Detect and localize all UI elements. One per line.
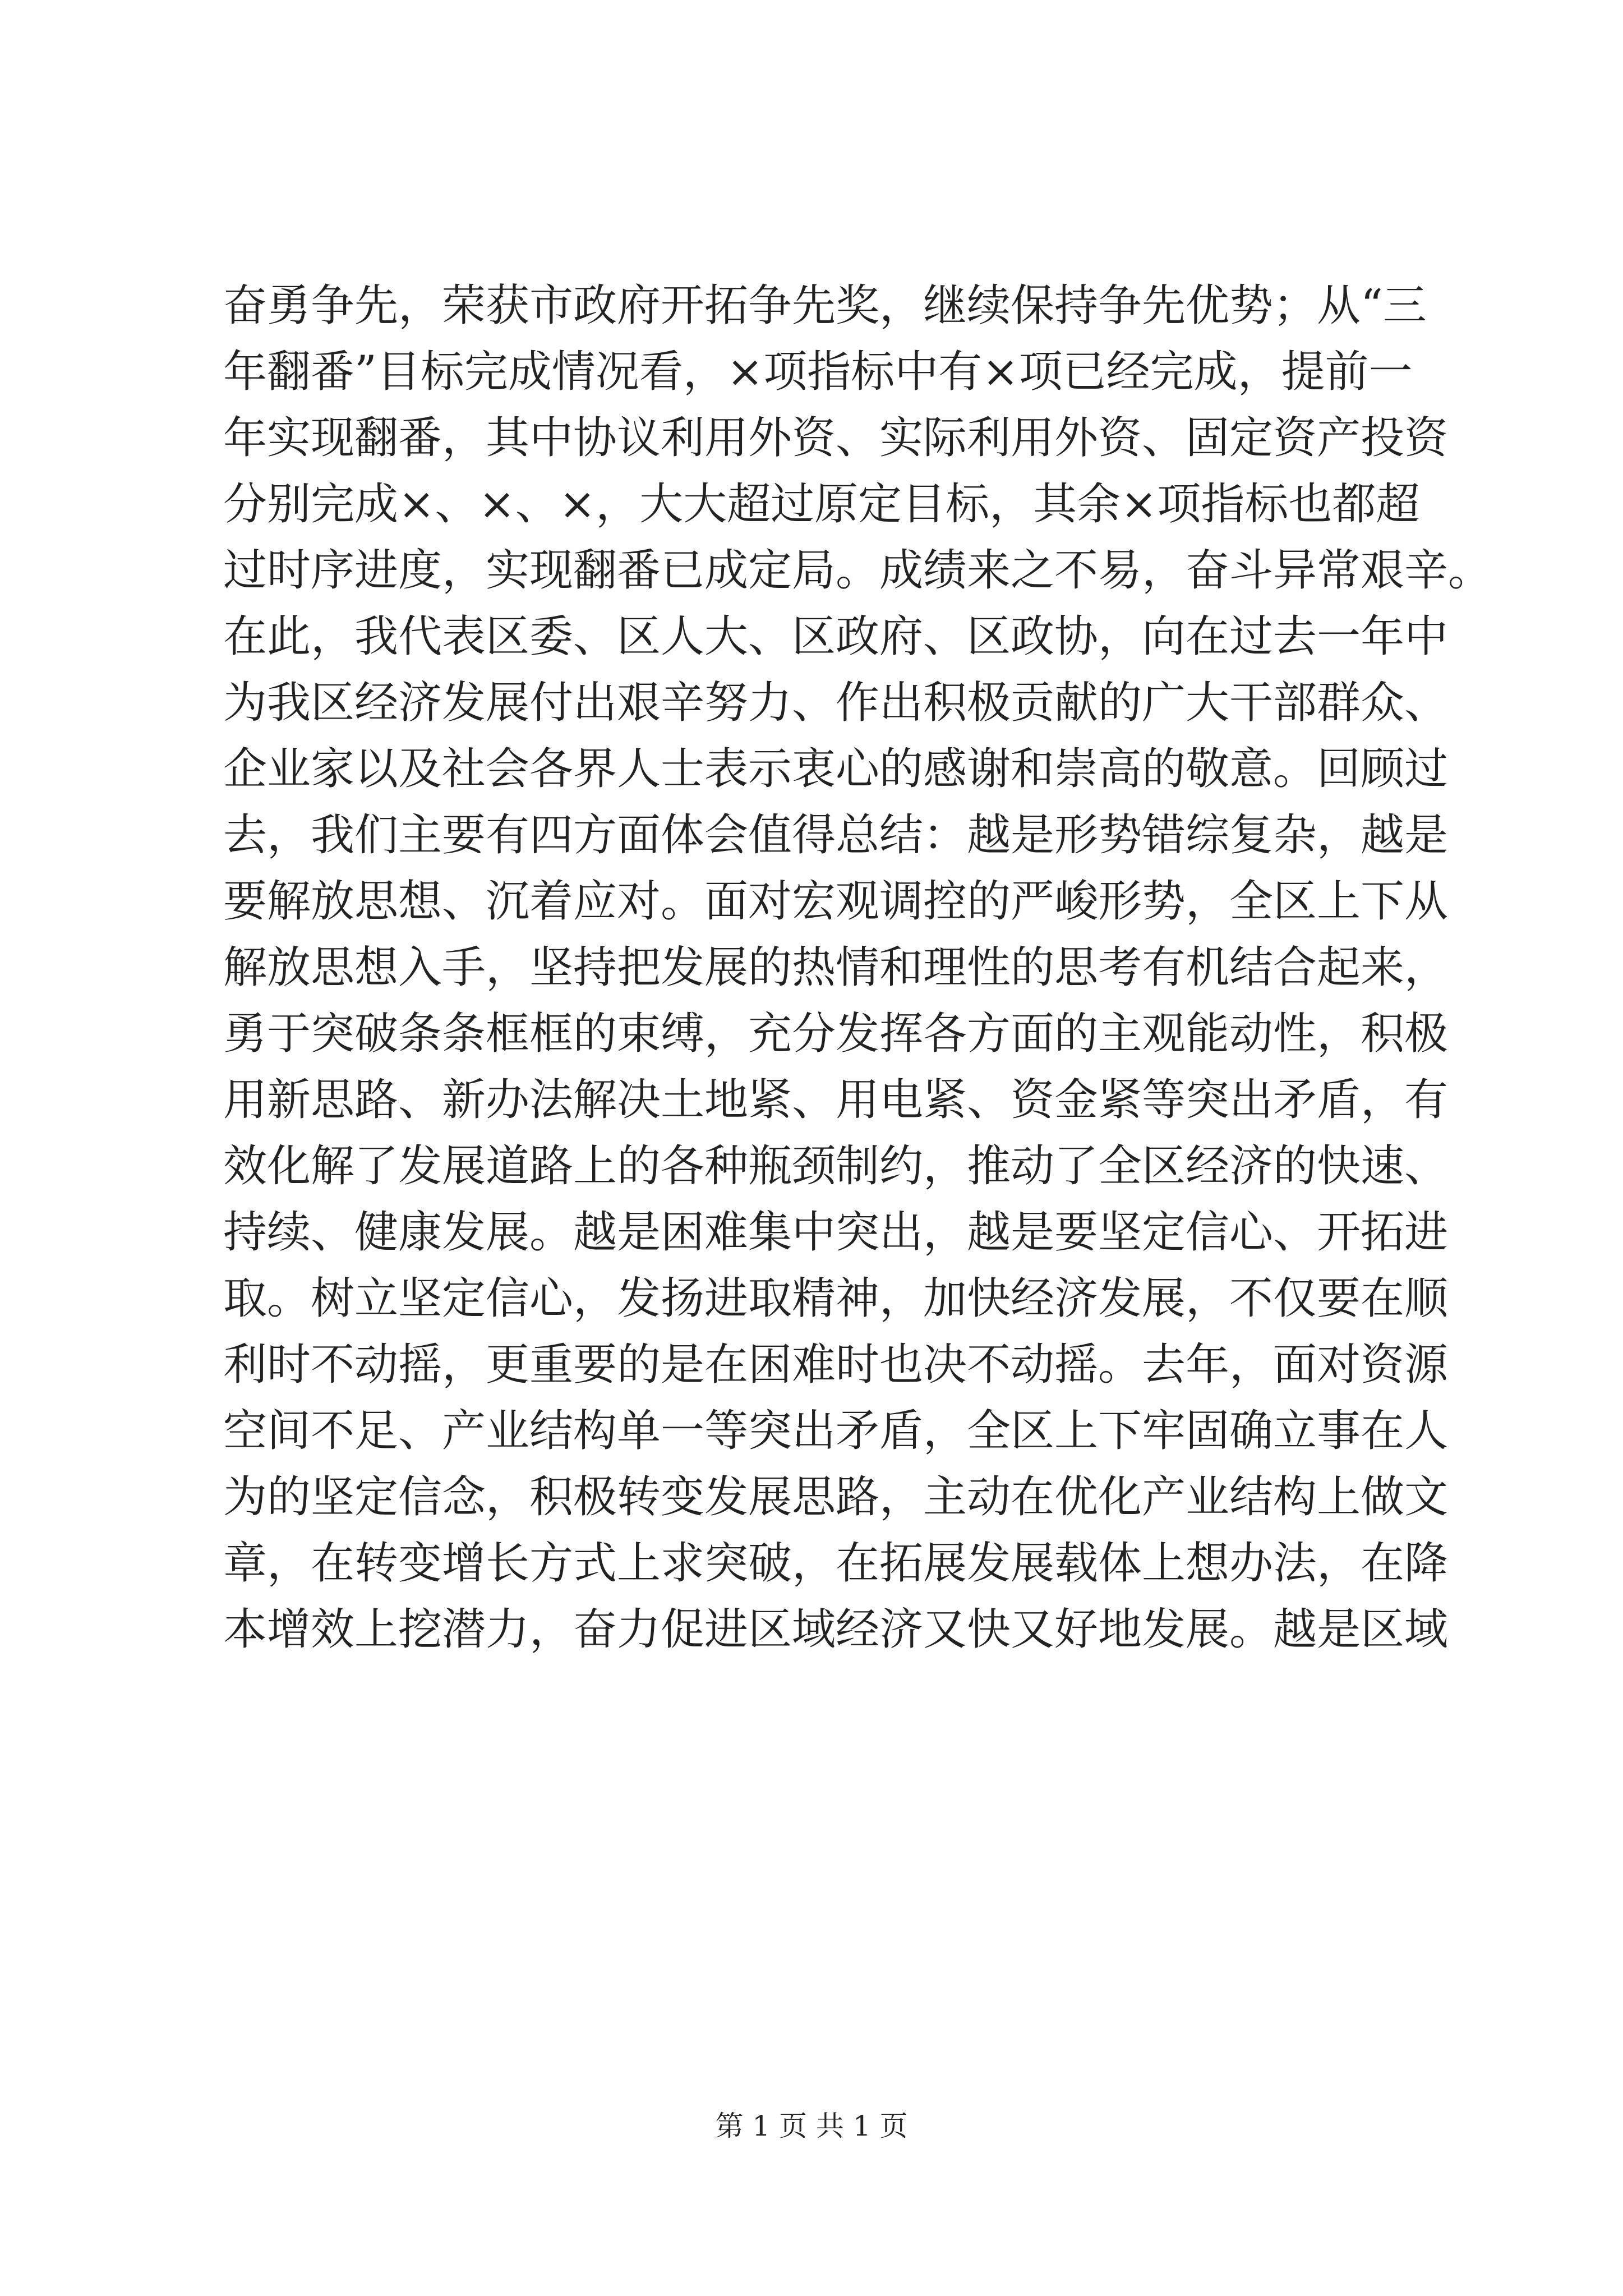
- page-footer: 第 1 页 共 1 页: [715, 2110, 908, 2142]
- text-line: 章，在转变增长方式上求突破，在拓展发展载体上想办法，在降: [223, 1538, 1449, 1589]
- text-line: 利时不动摇，更重要的是在困难时也决不动摇。去年，面对资源: [223, 1340, 1449, 1390]
- text-line: 勇于突破条条框框的束缚，充分发挥各方面的主观能动性，积极: [223, 1009, 1449, 1059]
- text-line: 用新思路、新办法解决土地紧、用电紧、资金紧等突出矛盾，有: [223, 1075, 1449, 1125]
- text-line: 本增效上挖潜力，奋力促进区域经济又快又好地发展。越是区域: [223, 1604, 1449, 1655]
- text-line: 为我区经济发展付出艰辛努力、作出积极贡献的广大干部群众、: [223, 678, 1449, 728]
- text-line: 空间不足、产业结构单一等突出矛盾，全区上下牢固确立事在人: [223, 1406, 1449, 1456]
- text-line: 去，我们主要有四方面体会值得总结：越是形势错综复杂，越是: [223, 810, 1449, 861]
- text-line: 取。树立坚定信心，发扬进取精神，加快经济发展，不仅要在顺: [223, 1273, 1449, 1324]
- text-line: 要解放思想、沉着应对。面对宏观调控的严峻形势，全区上下从: [223, 876, 1449, 927]
- text-line: 奋勇争先，荣获市政府开拓争先奖，继续保持争先优势；从“三: [223, 280, 1427, 331]
- text-line: 效化解了发展道路上的各种瓶颈制约，推动了全区经济的快速、: [223, 1141, 1449, 1191]
- text-line: 持续、健康发展。越是困难集中突出，越是要坚定信心、开拓进: [223, 1207, 1449, 1258]
- text-line: 过时序进度，实现翻番已成定局。成绩来之不易，奋斗异常艰辛。: [223, 545, 1492, 596]
- text-line: 分别完成×、×、×，大大超过原定目标，其余×项指标也都超: [223, 479, 1420, 530]
- body-paragraph: [223, 273, 1492, 1663]
- text-line: 为的坚定信念，积极转变发展思路，主动在优化产业结构上做文: [223, 1472, 1449, 1522]
- text-line: 在此，我代表区委、区人大、区政府、区政协，向在过去一年中: [223, 611, 1449, 662]
- text-line: 年实现翻番，其中协议利用外资、实际利用外资、固定资产投资: [223, 413, 1449, 463]
- text-line: 年翻番”目标完成情况看，×项指标中有×项已经完成，提前一: [223, 347, 1413, 397]
- text-line: 企业家以及社会各界人士表示衷心的感谢和崇高的敬意。回顾过: [223, 744, 1449, 794]
- text-line: 解放思想入手，坚持把发展的热情和理性的思考有机结合起来，: [223, 942, 1449, 993]
